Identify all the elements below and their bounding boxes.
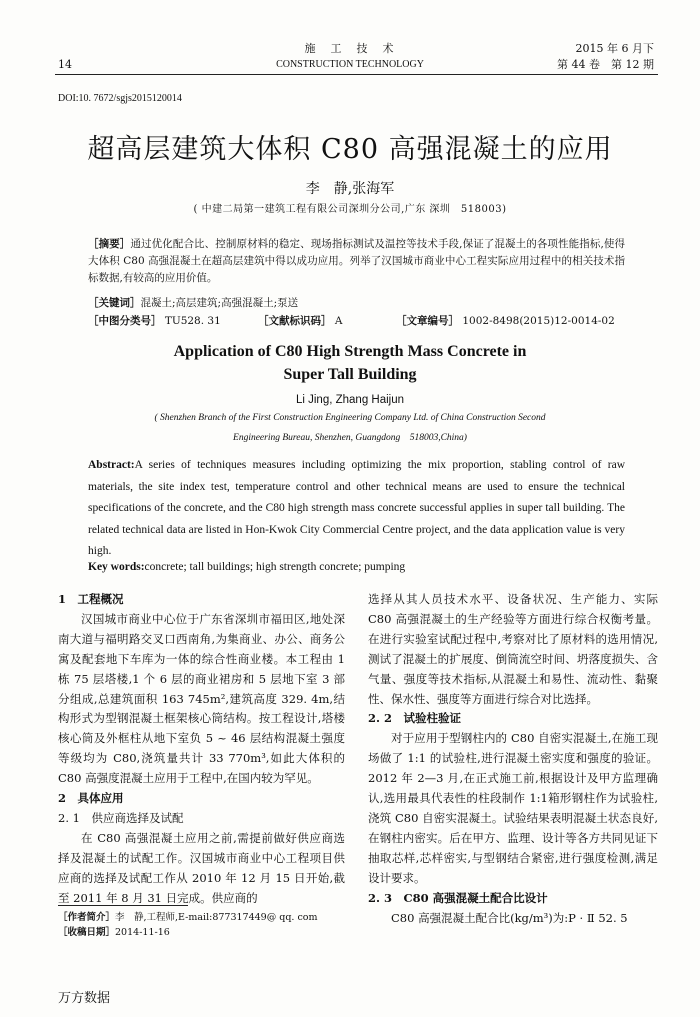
title-en-line1: Application of C80 High Strength Mass Concrete in	[173, 343, 527, 360]
affiliation-cn: ( 中建二局第一建筑工程有限公司深圳分公司,广东 深圳 518003)	[193, 204, 507, 215]
article-number	[396, 313, 615, 330]
section-2-heading: 2 具体应用	[58, 791, 124, 806]
issue-date: 2015 年 6 月下	[575, 42, 654, 55]
continued-paragraph: 选择从其人员技术水平、设备状况、生产能力、实际 C80 高强混凝土的生产经验等方面进行综合权衡考量。在进行实验室试配过程中,考察对比了原材料的选用情况,测试了混凝土的扩展度、倒筒流空时间、坍落度损失、含气量、强度等技术指标,从混凝土和易性、流动性、黏聚性、保水性、强度等方面进行综合对比选择。	[368, 592, 658, 706]
section-2-3-paragraph: C80 高强混凝土配合比(kg/m³)为:P · Ⅱ 52. 5	[391, 910, 628, 925]
doc-code	[258, 313, 342, 330]
keywords-en	[88, 557, 625, 579]
journal-name-cn: 施 工 技 术	[304, 42, 396, 55]
footnote-received	[58, 926, 170, 940]
left-column	[58, 590, 345, 909]
doc-label: ［文献标识码］	[258, 315, 332, 327]
watermark: 万方数据	[58, 991, 111, 1006]
header-rule	[55, 74, 658, 75]
abstract-en-text: A series of techniques measures including optimizing the mix proportion, stabling control of raw materials, the site index test, temperature control and other technical means are used to ensure the technical specifications of the concrete, and the C80 high strength mass concrete successful applies in super tall building. The related technical data are listed in Hon-Kwok City Commercial Centre project, and the data application value is very high.	[88, 459, 625, 557]
section-2-1-heading: 2. 1 供应商选择及试配	[58, 810, 184, 825]
abstract-cn	[88, 236, 625, 287]
authors-cn: 李 静,张海军	[305, 181, 395, 197]
clc-value: TU528. 31	[164, 315, 221, 327]
doi: DOI:10. 7672/sgjs2015120014	[58, 93, 182, 104]
art-label: ［文章编号］	[396, 315, 459, 327]
section-2-1-paragraph: 在 C80 高强混凝土应用之前,需提前做好供应商选择及混凝土的试配工作。汉国城市商业中心工程项目供应商的选择及试配工作从 2010 年 12 月 15 日开始,截至 2011 年 8 月 31 日完成。供应商的	[58, 830, 345, 905]
section-1-paragraph: 汉国城市商业中心位于广东省深圳市福田区,地处深南大道与福明路交叉口西南角,为集商业、办公、商务公寓及配套地下车库为一体的综合性商业楼。本工程由 1 栋 75 层塔楼,1 个 6 层的商业裙房和 5 层地下室 3 部分组成,总建筑面积 163 745m²,建筑高度 329. 4m,结构形式为型钢混凝土框架核心筒结构。按工程设计,塔楼核心筒及外框柱从地下室负 5 ~ 46 层结构混凝土强度等级均为 C80,浇筑量共计 33 770m³,如此大体积的 C80 高强度混凝土应用于工程中,在国内较为罕见。	[58, 611, 345, 786]
authors-en: Li Jing, Zhang Haijun	[295, 394, 405, 406]
section-2-3-heading: 2. 3 C80 高强混凝土配合比设计	[368, 890, 548, 905]
received-text: 2014-11-16	[115, 927, 170, 938]
right-column	[368, 590, 658, 928]
keywords-cn-text: 混凝土;高层建筑;高强混凝土;泵送	[140, 297, 299, 309]
abstract-en	[88, 455, 625, 563]
keywords-cn	[88, 295, 625, 312]
page-number: 14	[58, 58, 72, 71]
abstract-en-label: Abstract:	[88, 459, 135, 471]
volume-issue: 第 44 卷 第 12 期	[557, 58, 654, 71]
abstract-cn-label: ［摘要］	[88, 238, 131, 250]
keywords-cn-label: ［关键词］	[88, 297, 141, 309]
affiliation-en-line2: Engineering Bureau, Shenzhen, Guangdong 518003,China)	[233, 433, 467, 443]
affiliation-en-line1: ( Shenzhen Branch of the First Construction Engineering Company Ltd. of China Construction Second	[154, 413, 546, 423]
abstract-cn-text: 通过优化配合比、控制原材料的稳定、现场指标测试及温控等技术手段,保证了混凝土的各项性能指标,使得大体积 C80 高强混凝土在超高层建筑中得以成功应用。列举了汉国城市商业中心工程实际应用过程中的相关技术指标数据,有较高的应用价值。	[88, 238, 625, 284]
keywords-en-text: concrete; tall buildings; high strength concrete; pumping	[144, 561, 406, 573]
art-value: 1002-8498(2015)12-0014-02	[462, 315, 615, 327]
section-2-2-heading: 2. 2 试验柱验证	[368, 711, 462, 726]
author-label: ［作者简介］	[58, 912, 116, 923]
footnote-author	[58, 911, 318, 925]
clc-number	[88, 313, 221, 330]
title-cn: 超高层建筑大体积 C80 高强混凝土的应用	[87, 134, 613, 165]
doc-value: A	[334, 315, 343, 327]
clc-label: ［中图分类号］	[88, 315, 162, 327]
section-1-heading: 1 工程概况	[58, 592, 124, 606]
section-2-2-paragraph: 对于应用于型钢柱内的 C80 自密实混凝土,在施工现场做了 1:1 的试验柱,进行混凝土密实度和强度的验证。2012 年 2—3 月,在正式施工前,根据设计及甲方监理确认,选用最具代表性的柱段制作 1:1箱形钢柱作为试验柱,浇筑 C80 自密实混凝土。试验结果表明混凝土状态良好,在钢柱内密实。后在甲方、监理、设计等各方共同见证下抽取芯样,芯样密实,与型钢结合紧密,进行强度检测,满足设计要求。	[368, 731, 658, 885]
received-label: ［收稿日期］	[58, 927, 116, 938]
title-en-line2: Super Tall Building	[283, 366, 417, 383]
journal-name-en: CONSTRUCTION TECHNOLOGY	[276, 59, 424, 70]
author-text: 李 静,工程师,E-mail:877317449@ qq. com	[115, 912, 318, 923]
keywords-en-label: Key words:	[88, 561, 145, 573]
footnote-rule	[58, 905, 188, 906]
